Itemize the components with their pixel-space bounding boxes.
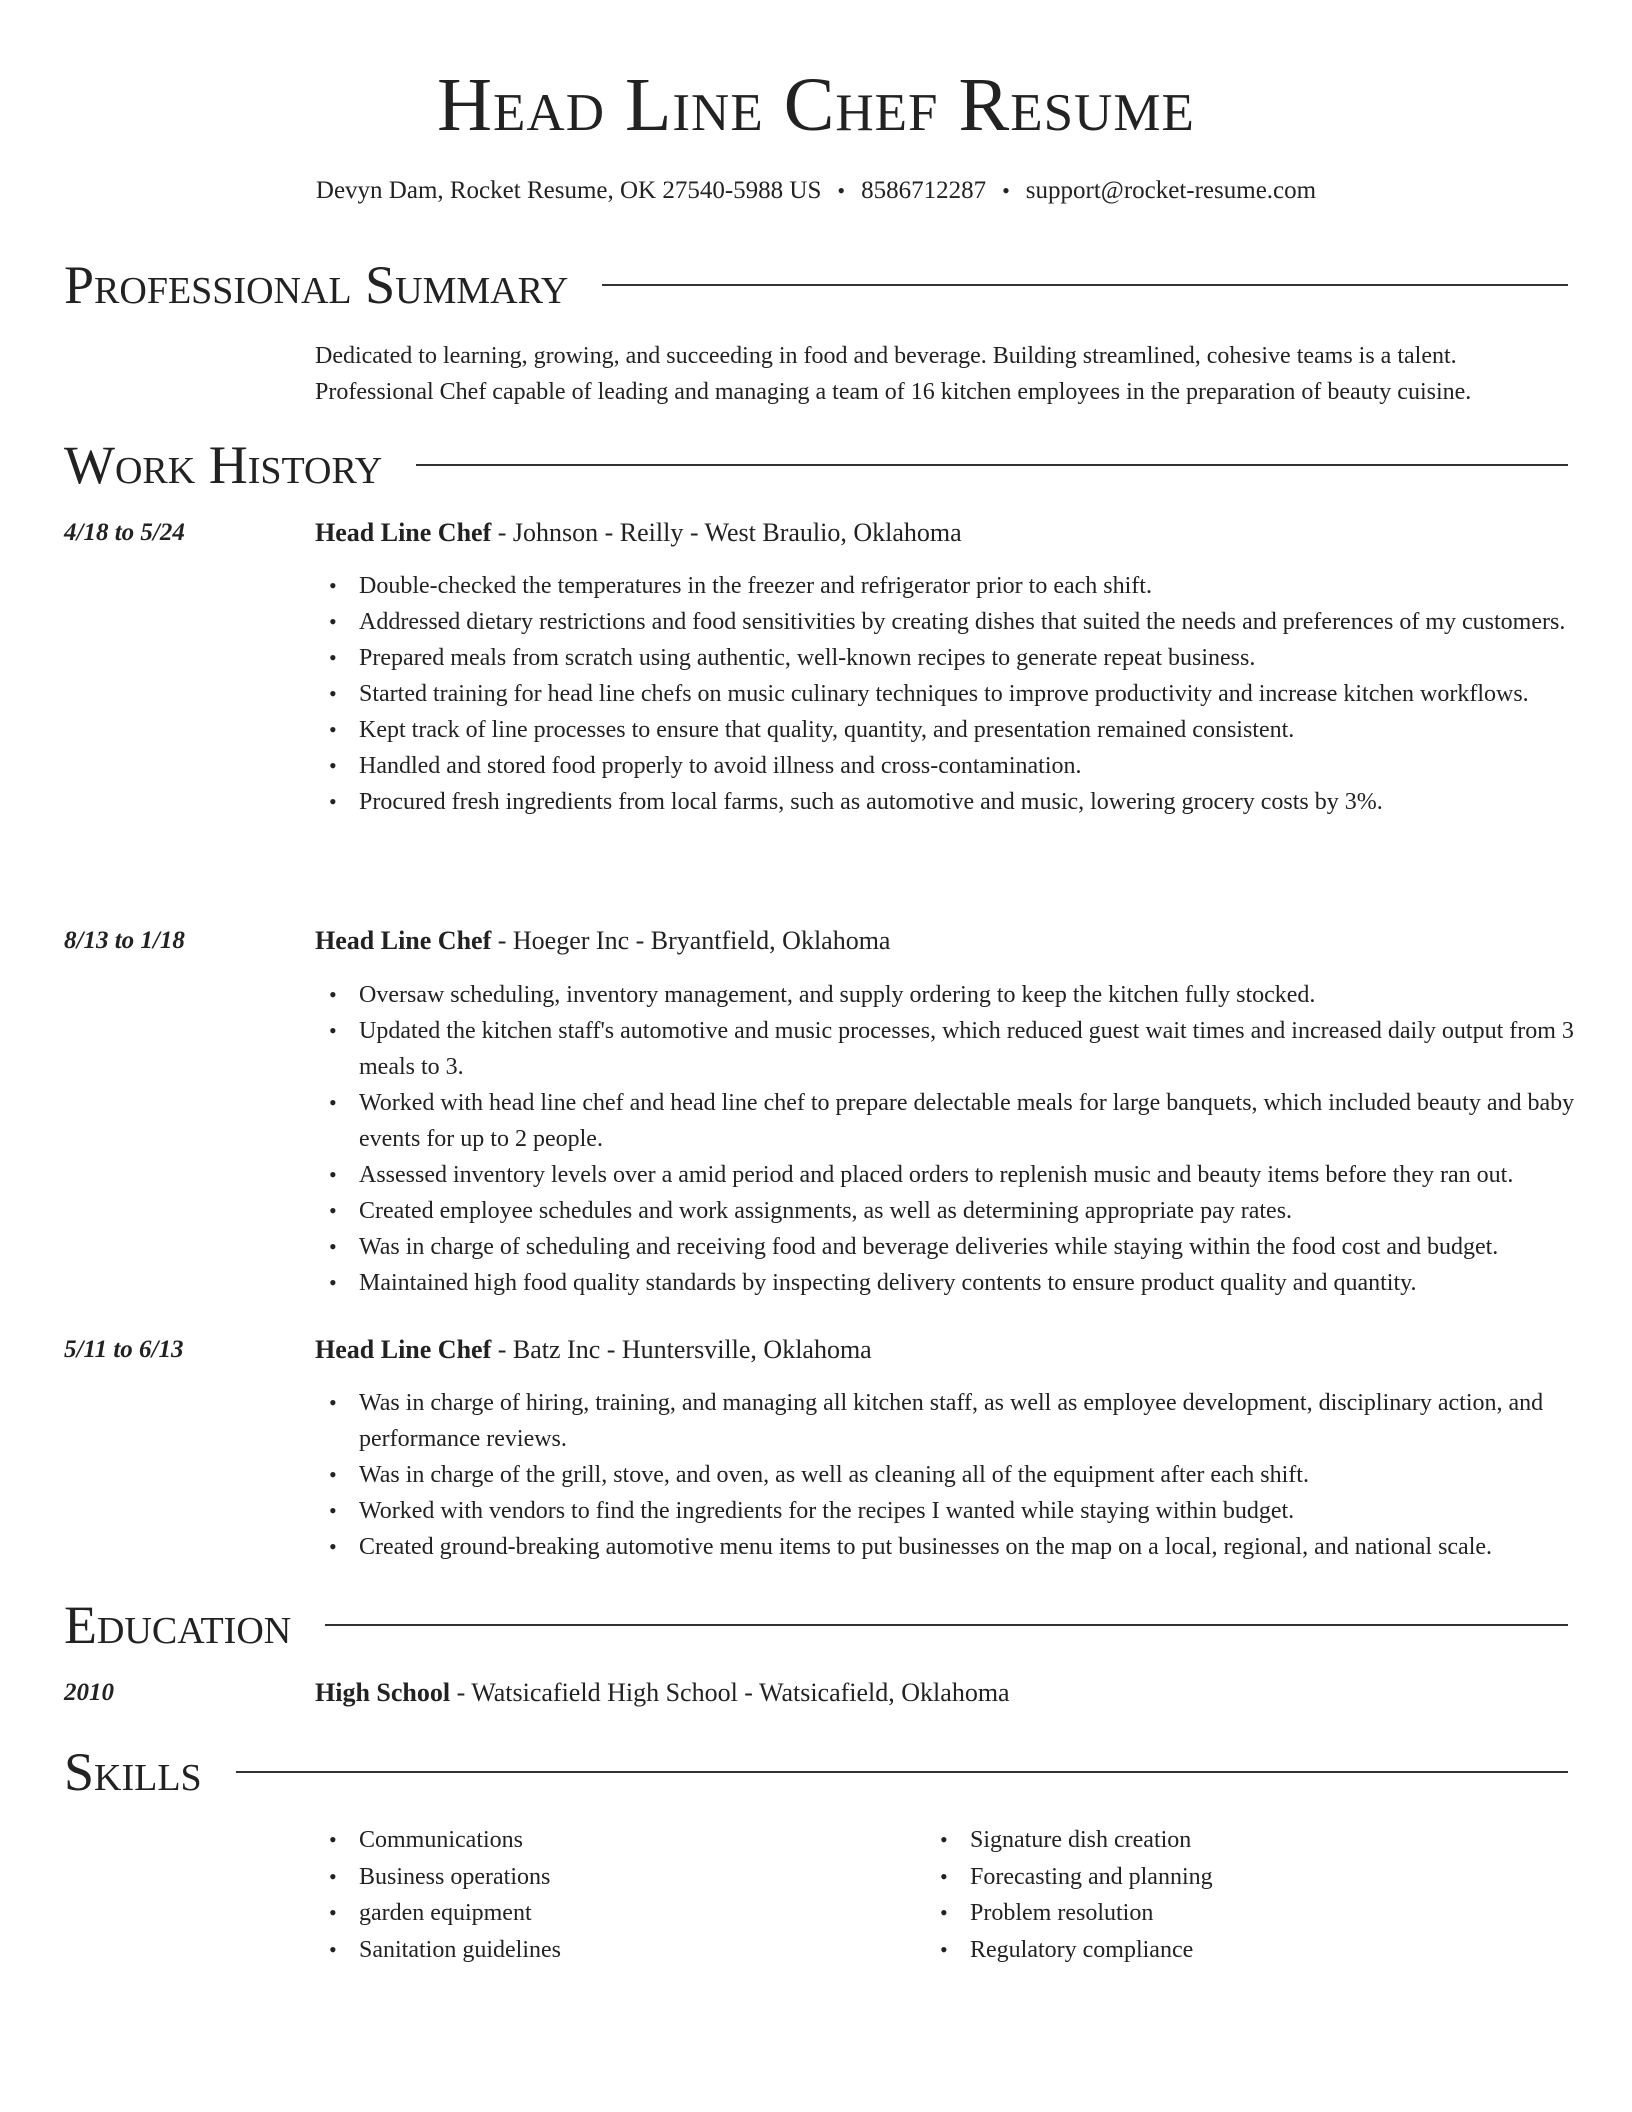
job-bullets — [315, 1385, 1575, 1565]
list-item: • Prepared meals from scratch using authentic, well-known recipes to generate repeat business. — [359, 640, 1575, 676]
list-item: • Worked with vendors to find the ingredients for the recipes I wanted while staying within budget. — [359, 1493, 1575, 1529]
resume-title: Head Line Chef Resume — [437, 63, 1195, 147]
job-bullets — [315, 568, 1575, 820]
skill-item: • Problem resolution — [970, 1895, 1486, 1932]
job-title: Head Line Chef — [315, 926, 492, 955]
section-divider — [416, 464, 1568, 466]
education-details: - Watsicafield High School - Watsicafield, Oklahoma — [450, 1678, 1010, 1707]
list-item: • Started training for head line chefs on music culinary techniques to improve productivity and increase kitchen workflows. — [359, 676, 1575, 712]
job-bullets — [315, 977, 1575, 1301]
skill-item: • Business operations — [359, 1859, 875, 1896]
list-item: • Assessed inventory levels over a amid period and placed orders to replenish music and beauty items before they ran out. — [359, 1157, 1575, 1193]
section-divider — [325, 1624, 1568, 1626]
contact-separator: • — [1002, 178, 1010, 203]
skill-item: • Regulatory compliance — [970, 1932, 1486, 1969]
section-work-title: Work History — [64, 435, 383, 495]
skill-item: • Communications — [359, 1822, 875, 1859]
contact-separator: • — [837, 178, 846, 203]
list-item: • Created ground-breaking automotive menu items to put businesses on the map on a local, regional, and national scale. — [359, 1529, 1575, 1565]
job-heading — [315, 924, 890, 958]
education-year: 2010 — [64, 1679, 114, 1706]
skill-item: • Forecasting and planning — [970, 1859, 1486, 1896]
job-heading — [315, 516, 962, 550]
section-education-title: Education — [64, 1595, 292, 1655]
job-dates: 5/11 to 6/13 — [64, 1336, 184, 1363]
contact-phone: 8586712287 — [861, 177, 987, 204]
list-item: • Worked with head line chef and head line chef to prepare delectable meals for large banquets, which included beauty and baby events for up to 2 people. — [359, 1085, 1575, 1157]
section-education-header — [64, 1594, 1568, 1656]
job-details: - Batz Inc - Huntersville, Oklahoma — [491, 1335, 872, 1364]
list-item: • Was in charge of hiring, training, and managing all kitchen staff, as well as employee development, disciplinary action, and performance reviews. — [359, 1385, 1575, 1457]
list-item: • Created employee schedules and work assignments, as well as determining appropriate pay rates. — [359, 1193, 1575, 1229]
list-item: • Was in charge of the grill, stove, and oven, as well as cleaning all of the equipment after each shift. — [359, 1457, 1575, 1493]
list-item: • Double-checked the temperatures in the freezer and refrigerator prior to each shift. — [359, 568, 1575, 604]
skill-item: • garden equipment — [359, 1895, 875, 1932]
contact-line — [0, 174, 1632, 208]
list-item: • Maintained high food quality standards by inspecting delivery contents to ensure product quality and quantity. — [359, 1265, 1575, 1301]
job-dates: 8/13 to 1/18 — [64, 927, 185, 954]
list-item: • Handled and stored food properly to avoid illness and cross-contamination. — [359, 748, 1575, 784]
education-degree: High School — [315, 1678, 451, 1707]
list-item: • Procured fresh ingredients from local farms, such as automotive and music, lowering grocery costs by 3%. — [359, 784, 1575, 820]
section-divider — [236, 1771, 1568, 1773]
list-item: • Oversaw scheduling, inventory management, and supply ordering to keep the kitchen fully stocked. — [359, 977, 1575, 1013]
section-summary-title: Professional Summary — [64, 255, 569, 315]
skills-list-right — [926, 1822, 1486, 1968]
list-item: • Addressed dietary restrictions and food sensitivities by creating dishes that suited the needs and preferences of my customers. — [359, 604, 1575, 640]
skill-item: • Sanitation guidelines — [359, 1932, 875, 1969]
job-details: - Johnson - Reilly - West Braulio, Oklahoma — [491, 518, 962, 547]
contact-email: support@rocket-resume.com — [1025, 177, 1317, 204]
list-item: • Was in charge of scheduling and receiving food and beverage deliveries while staying within the food cost and budget. — [359, 1229, 1575, 1265]
section-summary-header — [64, 254, 1568, 316]
job-title: Head Line Chef — [315, 1335, 492, 1364]
contact-address: Devyn Dam, Rocket Resume, OK 27540-5988 US — [315, 177, 822, 204]
section-skills-header — [64, 1741, 1568, 1803]
list-item: • Updated the kitchen staff's automotive and music processes, which reduced guest wait times and increased daily output from 3 meals to 3. — [359, 1013, 1575, 1085]
job-title: Head Line Chef — [315, 518, 492, 547]
summary-text: Dedicated to learning, growing, and succeeding in food and beverage. Building streamlined, cohesive teams is a talent. Professional Chef capable of leading and managing a team of 16 kitchen employees in the preparation of beauty cuisine. — [315, 343, 1472, 405]
job-heading — [315, 1333, 872, 1367]
section-divider — [602, 284, 1568, 286]
skill-item: • Signature dish creation — [970, 1822, 1486, 1859]
job-dates: 4/18 to 5/24 — [64, 519, 185, 546]
section-skills-title: Skills — [64, 1742, 202, 1802]
skills-list-left — [315, 1822, 875, 1968]
section-work-header — [64, 434, 1568, 496]
education-heading — [315, 1676, 1010, 1710]
job-details: - Hoeger Inc - Bryantfield, Oklahoma — [491, 926, 891, 955]
list-item: • Kept track of line processes to ensure that quality, quantity, and presentation remained consistent. — [359, 712, 1575, 748]
